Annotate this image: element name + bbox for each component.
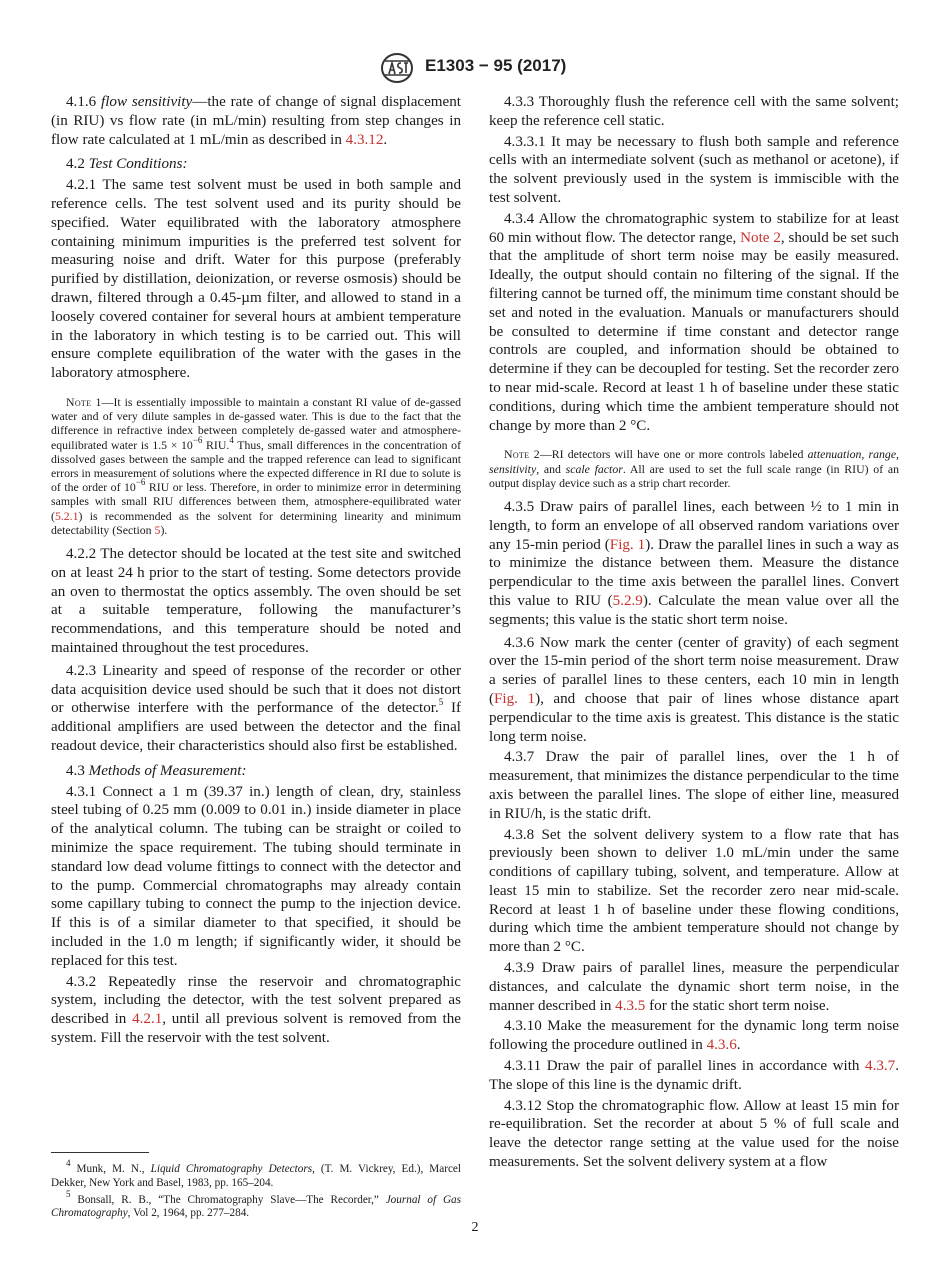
link-note-2[interactable]: Note 2 bbox=[740, 229, 781, 246]
link-5-2-9[interactable]: 5.2.9 bbox=[612, 592, 643, 609]
right-column bbox=[489, 93, 899, 1174]
page-number: 2 bbox=[471, 1220, 479, 1235]
paragraph-4-3-9: 4.3.9 Draw pairs of parallel lines, measure the perpendicular distances, and calculate the dynamic short term noise, in the manner described in 4.3.5 for the static short term noise. bbox=[489, 960, 899, 1014]
section-heading-4-3: 4.3 Methods of Measurement: bbox=[66, 762, 247, 779]
paragraph-4-3-3-1: 4.3.3.1 It may be necessary to flush both sample and reference cells with an intermediate solvent (such as methanol or acetone), if the solvent previously used in the system is immiscible with the test solvent. bbox=[489, 133, 899, 206]
link-section-5[interactable]: 5 bbox=[154, 522, 161, 537]
link-4-3-6[interactable]: 4.3.6 bbox=[706, 1037, 737, 1054]
link-4-3-12[interactable]: 4.3.12 bbox=[345, 131, 384, 148]
paragraph-4-3-5: 4.3.5 Draw pairs of parallel lines, each between ½ to 1 min in length, to form an envelope of all observed random variations over any 15-min period (Fig. 1). Draw the parallel lines in such a way as to minimize the distance between them. Measure the distance perpendicular to the time axis between the parallel lines. Convert this value to RIU (5.2.9). Calculate the mean value over all the segments; this value is the static short term noise. bbox=[489, 498, 899, 628]
paragraph-4-3-1: 4.3.1 Connect a 1 m (39.37 in.) length of clean, dry, stainless steel tubing of 0.25 mm (0.009 to 0.01 in.) inside diameter in place of the analytical column. The tubing can be straight or coiled to minimize the space requirement. The tubing should terminate in standard low dead volume fittings to connect with the detector and to the pump. Commercial chromatographs may already contain some capillary tubing to connect the pump to the injection device. If this is of a similar diameter to that specified, it should be included in the 1.0 m length; if significantly wider, it should be replaced for this test. bbox=[51, 783, 461, 969]
footnotes bbox=[51, 1152, 461, 1224]
footnote-5: $^5$ Bonsall, R. B., “The Chromatography Slave—The Recorder,” Journal of Gas Chromatography, Vol 2, 1964, pp. 277–284. bbox=[51, 1188, 461, 1220]
paragraph-4-3-7: 4.3.7 Draw the pair of parallel lines, over the 1 h of measurement, that minimizes the distance perpendicular to the time axis between the parallel lines. The slope of either line, measured in RIU/h, is the static drift. bbox=[489, 749, 899, 822]
note-2: Note 2—RI detectors will have one or more controls labeled attenuation, range, sensitivity, and scale factor. All are used to set the full scale range (in RIU) of an output display device such as a strip chart recorder. bbox=[489, 447, 900, 490]
link-4-3-7[interactable]: 4.3.7 bbox=[865, 1058, 896, 1075]
note-1: Note 1—It is essentially impossible to maintain a constant RI value of de-gassed water and of very dilute samples in de-gassed water. This is due to the fact that the difference in refractive index between completely de-gassed water and atmosphere-equilibrated water is $1.5 \times 10^{-6}$ RIU.$^4$ Thus, small differences in the concentration of dissolved gases between the sample and the trapped reference can lead to significant errors in measurement of solutions where the expected difference in RI due to solute is of the order of $10^{-6}$ RIU or less. Therefore, in order to minimize error in determining samples with small RIU differences between them, atmosphere-equilibrated water (5.2.1) is recommended as the solvent for determining linearity and minimum detectability (Section 5). bbox=[51, 394, 462, 537]
link-4-2-1[interactable]: 4.2.1 bbox=[132, 1011, 163, 1028]
footnote-4: $^4$ Munk, M. N., Liquid Chromatography Detectors, (T. M. Vickrey, Ed.), Marcel Dekker, New York and Basel, 1983, pp. 165–204. bbox=[51, 1158, 461, 1189]
paragraph-4-2-1: 4.2.1 The same test solvent must be used in both sample and reference cells. The test solvent used and its purity should be specified. Water equilibrated with the laboratory atmosphere containing minimum impurities is the preferred test solvent for measuring noise and drift. Water for this purpose (preferably purified by distillation, deionization, or reverse osmosis) should be drawn, filtered through a 0.45-µm filter, and allowed to stand in a loosely covered container for several hours at ambient temperature in the laboratory in which testing is to be carried out. This will ensure complete equilibration of the water with the gases in the laboratory atmosphere. bbox=[51, 177, 461, 382]
left-column bbox=[51, 93, 461, 1052]
paragraph-4-3-12: 4.3.12 Stop the chromatographic flow. Allow at least 15 min for re-equilibration. Set the recorder at about 5 % of full scale and leave the detector range setting at the value used for the noise measurements. Set the solvent delivery system at a flow bbox=[489, 1097, 899, 1171]
section-heading-4-2: 4.2 Test Conditions: bbox=[66, 156, 188, 173]
link-5-2-1[interactable]: 5.2.1 bbox=[54, 508, 79, 523]
paragraph-4-1-6: 4.1.6 flow sensitivity—the rate of change of signal displacement (in RIU) vs flow rate (in mL/min) resulting from step changes in flow rate calculated at 1 mL/min as described in 4.3.12. bbox=[51, 94, 461, 148]
paragraph-4-3-2: 4.3.2 Repeatedly rinse the reservoir and chromatographic system, including the detector, with the test solvent prepared as described in 4.2.1, until all previous solvent is removed from the system. Fill the reservoir with the test solvent. bbox=[51, 973, 461, 1046]
paragraph-4-3-3: 4.3.3 Thoroughly flush the reference cell with the same solvent; keep the reference cell static. bbox=[489, 94, 899, 129]
paragraph-4-3-11: 4.3.11 Draw the pair of parallel lines in accordance with 4.3.7. The slope of this line is the dynamic drift. bbox=[489, 1058, 899, 1093]
link-fig-1[interactable]: Fig. 1 bbox=[494, 690, 536, 707]
paragraph-4-3-4: 4.3.4 Allow the chromatographic system to stabilize for at least 60 min without flow. The detector range, Note 2, should be set such that the amplitude of short term noise may be easily measured. Ideally, the output should contain no filtering of the signal. If the filtering cannot be turned off, the minimum time constant should be set and noted in the evaluation. Manuals or manufacturers should be consulted to determine if time constant and detector range controls are coupled, and information should be obtained to determine if they can be decoupled for testing. Set the recorder zero to near mid-scale. Record at least 1 h of baseline under these static conditions, during which time the ambient temperature should not change by more than 2 °C. bbox=[489, 210, 899, 434]
astm-logo-icon bbox=[380, 52, 414, 84]
paragraph-4-2-3: 4.2.3 Linearity and speed of response of the recorder or other data acquisition device used should be such that it does not distort or otherwise interfere with the performance of the detector.$^5$ If additional amplifiers are used between the detector and the final readout device, their characteristics should also first be established. bbox=[51, 662, 461, 754]
paragraph-4-3-10: 4.3.10 Make the measurement for the dynamic long term noise following the procedure outlined in 4.3.6. bbox=[489, 1018, 899, 1054]
paragraph-4-3-6: 4.3.6 Now mark the center (center of gravity) of each segment over the 15-min period of the short term noise measurement. Draw a series of parallel lines to these centers, each 10 min in length (Fig. 1), and choose that pair of lines whose distance apart perpendicular to the time axis is greatest. This distance is the static long term noise. bbox=[489, 634, 899, 745]
link-4-3-5[interactable]: 4.3.5 bbox=[615, 997, 646, 1014]
footnote-divider bbox=[51, 1152, 149, 1153]
page-header bbox=[0, 52, 950, 88]
paragraph-4-3-8: 4.3.8 Set the solvent delivery system to a flow rate that has previously been shown to deliver 1.0 mL/min under the same conditions of capillary tubing, solvent, and temperature. Allow at least 15 min to stabilize. Set the recorder zero near mid-scale. Record at least 1 h of baseline under these flowing conditions, during which time the ambient temperature should not change by more than 2 °C. bbox=[489, 826, 899, 956]
paragraph-4-2-2: 4.2.2 The detector should be located at the test site and switched on at least 24 h prior to the start of testing. Some detectors provide an oven to thermostat the optics assembly. The oven should be set at a suitable temperature, following the manufacturer’s recommendations, and this temperature should be noted and maintained throughout the test procedures. bbox=[51, 545, 461, 656]
link-fig-1[interactable]: Fig. 1 bbox=[609, 536, 646, 553]
document-id: E1303 − 95 (2017) bbox=[425, 56, 567, 75]
